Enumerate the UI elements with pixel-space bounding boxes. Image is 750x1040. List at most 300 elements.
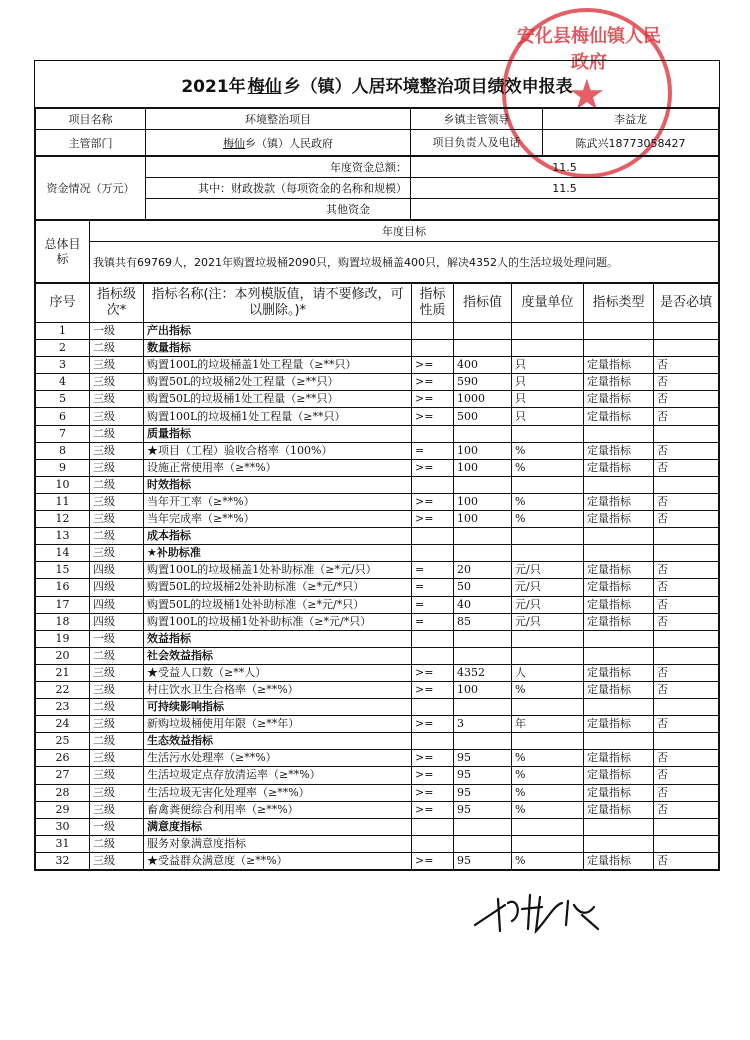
indicator-header-row xyxy=(36,284,719,323)
row-value xyxy=(454,835,512,852)
row-type xyxy=(584,699,654,716)
row-type: 定量指标 xyxy=(584,767,654,784)
table-row xyxy=(36,476,719,493)
row-required xyxy=(654,818,719,835)
row-indicator-name: 购置100L的垃圾桶1处工程量（≥**只） xyxy=(144,408,412,425)
row-number: 26 xyxy=(36,750,90,767)
col-value: 指标值 xyxy=(454,284,512,323)
row-type: 定量指标 xyxy=(584,750,654,767)
row-value: 590 xyxy=(454,374,512,391)
row-required: 否 xyxy=(654,562,719,579)
row-level: 四级 xyxy=(90,579,144,596)
leader-label: 乡镇主管领导 xyxy=(411,109,543,130)
title-main: 乡（镇）人居环境整治项目绩效申报表 xyxy=(283,76,573,97)
row-type: 定量指标 xyxy=(584,511,654,528)
row-number: 22 xyxy=(36,681,90,698)
table-row xyxy=(36,750,719,767)
row-required: 否 xyxy=(654,357,719,374)
contact-label: 项目负责人及电话 xyxy=(411,130,543,156)
table-row xyxy=(36,442,719,459)
row-indicator-name: 购置50L的垃圾桶1处补助标准（≥*元/*只） xyxy=(144,596,412,613)
row-number: 27 xyxy=(36,767,90,784)
row-type xyxy=(584,647,654,664)
row-type: 定量指标 xyxy=(584,681,654,698)
row-value xyxy=(454,528,512,545)
goal-table xyxy=(35,220,719,283)
row-value: 100 xyxy=(454,511,512,528)
row-required: 否 xyxy=(654,716,719,733)
row-level: 三级 xyxy=(90,801,144,818)
col-name: 指标名称(注：本列模版值，请不要修改，可以删除。)* xyxy=(144,284,412,323)
row-level: 四级 xyxy=(90,596,144,613)
row-nature xyxy=(412,818,454,835)
row-value: 95 xyxy=(454,750,512,767)
row-level: 三级 xyxy=(90,784,144,801)
row-number: 23 xyxy=(36,699,90,716)
dept-town: 梅仙 xyxy=(223,136,245,150)
row-unit xyxy=(512,545,584,562)
row-number: 9 xyxy=(36,459,90,476)
row-nature: = xyxy=(412,579,454,596)
row-indicator-name: 质量指标 xyxy=(144,425,412,442)
row-nature xyxy=(412,476,454,493)
row-level: 三级 xyxy=(90,357,144,374)
row-nature: >= xyxy=(412,767,454,784)
row-unit xyxy=(512,733,584,750)
row-level: 三级 xyxy=(90,545,144,562)
fiscal-value: 11.5 xyxy=(411,178,719,199)
row-value: 20 xyxy=(454,562,512,579)
row-indicator-name: ★项目（工程）验收合格率（100%） xyxy=(144,442,412,459)
row-unit: 人 xyxy=(512,664,584,681)
row-required xyxy=(654,545,719,562)
row-value: 50 xyxy=(454,579,512,596)
row-unit xyxy=(512,340,584,357)
row-number: 7 xyxy=(36,425,90,442)
row-indicator-name: 生态效益指标 xyxy=(144,733,412,750)
fiscal-label: 其中：财政拨款（每项资金的名称和规模） xyxy=(146,178,411,199)
row-number: 31 xyxy=(36,835,90,852)
row-unit: % xyxy=(512,767,584,784)
row-unit: 只 xyxy=(512,408,584,425)
row-level: 二级 xyxy=(90,699,144,716)
row-type: 定量指标 xyxy=(584,801,654,818)
project-name-label: 项目名称 xyxy=(36,109,146,130)
row-value xyxy=(454,647,512,664)
row-value: 1000 xyxy=(454,391,512,408)
row-number: 14 xyxy=(36,545,90,562)
row-value: 3 xyxy=(454,716,512,733)
row-number: 2 xyxy=(36,340,90,357)
row-type: 定量指标 xyxy=(584,357,654,374)
row-required: 否 xyxy=(654,493,719,510)
dept-suffix: 乡（镇）人民政府 xyxy=(245,136,333,150)
row-type xyxy=(584,476,654,493)
row-level: 三级 xyxy=(90,374,144,391)
row-level: 三级 xyxy=(90,408,144,425)
col-level: 指标级次* xyxy=(90,284,144,323)
row-nature: >= xyxy=(412,852,454,869)
row-type xyxy=(584,528,654,545)
table-row xyxy=(36,511,719,528)
row-unit: 只 xyxy=(512,391,584,408)
row-nature: = xyxy=(412,596,454,613)
row-unit: 元/只 xyxy=(512,613,584,630)
row-nature: >= xyxy=(412,357,454,374)
row-level: 三级 xyxy=(90,767,144,784)
row-nature: >= xyxy=(412,408,454,425)
row-type xyxy=(584,733,654,750)
row-unit xyxy=(512,647,584,664)
row-nature: >= xyxy=(412,374,454,391)
row-number: 29 xyxy=(36,801,90,818)
row-unit: 元/只 xyxy=(512,596,584,613)
row-type: 定量指标 xyxy=(584,579,654,596)
row-level: 三级 xyxy=(90,511,144,528)
contact-value: 陈武兴18773058427 xyxy=(543,130,719,156)
row-type: 定量指标 xyxy=(584,716,654,733)
row-type: 定量指标 xyxy=(584,374,654,391)
row-value xyxy=(454,425,512,442)
row-indicator-name: 生活污水处理率（≥**%） xyxy=(144,750,412,767)
goal-header: 年度目标 xyxy=(90,221,719,242)
row-required: 否 xyxy=(654,681,719,698)
row-value: 95 xyxy=(454,801,512,818)
funds-label: 资金情况（万元） xyxy=(36,157,146,220)
row-level: 四级 xyxy=(90,613,144,630)
row-number: 17 xyxy=(36,596,90,613)
row-required xyxy=(654,425,719,442)
row-nature: >= xyxy=(412,511,454,528)
table-row xyxy=(36,784,719,801)
row-nature xyxy=(412,425,454,442)
row-value: 100 xyxy=(454,493,512,510)
row-nature: >= xyxy=(412,664,454,681)
row-unit: % xyxy=(512,493,584,510)
row-nature xyxy=(412,630,454,647)
table-row xyxy=(36,681,719,698)
row-number: 12 xyxy=(36,511,90,528)
row-indicator-name: 效益指标 xyxy=(144,630,412,647)
row-number: 13 xyxy=(36,528,90,545)
row-unit: % xyxy=(512,784,584,801)
row-unit xyxy=(512,425,584,442)
row-unit xyxy=(512,835,584,852)
project-info-table xyxy=(35,108,719,156)
row-nature xyxy=(412,835,454,852)
row-value xyxy=(454,545,512,562)
row-required: 否 xyxy=(654,613,719,630)
row-unit: 元/只 xyxy=(512,562,584,579)
row-number: 15 xyxy=(36,562,90,579)
table-row xyxy=(36,579,719,596)
row-indicator-name: 数量指标 xyxy=(144,340,412,357)
row-number: 5 xyxy=(36,391,90,408)
row-required: 否 xyxy=(654,664,719,681)
table-row xyxy=(36,733,719,750)
table-row xyxy=(36,852,719,869)
row-unit: % xyxy=(512,681,584,698)
row-required: 否 xyxy=(654,767,719,784)
leader-value: 李益龙 xyxy=(543,109,719,130)
row-indicator-name: 产出指标 xyxy=(144,323,412,340)
table-row xyxy=(36,835,719,852)
goal-text: 我镇共有69769人，2021年购置垃圾桶2090只，购置垃圾桶盖400只，解决4352人的生活垃圾处理问题。 xyxy=(90,242,719,283)
col-required: 是否必填 xyxy=(654,284,719,323)
row-unit: 只 xyxy=(512,374,584,391)
row-nature: >= xyxy=(412,681,454,698)
row-level: 三级 xyxy=(90,493,144,510)
row-level: 二级 xyxy=(90,425,144,442)
row-type: 定量指标 xyxy=(584,408,654,425)
row-level: 二级 xyxy=(90,340,144,357)
row-required xyxy=(654,476,719,493)
row-level: 一级 xyxy=(90,630,144,647)
row-indicator-name: 购置100L的垃圾桶盖1处工程量（≥**只） xyxy=(144,357,412,374)
table-row xyxy=(36,596,719,613)
row-unit: % xyxy=(512,442,584,459)
row-type xyxy=(584,340,654,357)
row-value: 100 xyxy=(454,442,512,459)
row-indicator-name: ★补助标准 xyxy=(144,545,412,562)
dept-label: 主管部门 xyxy=(36,130,146,156)
table-row xyxy=(36,545,719,562)
table-row xyxy=(36,767,719,784)
row-number: 21 xyxy=(36,664,90,681)
col-unit: 度量单位 xyxy=(512,284,584,323)
row-nature: >= xyxy=(412,801,454,818)
total-value: 11.5 xyxy=(411,157,719,178)
row-indicator-name: 可持续影响指标 xyxy=(144,699,412,716)
table-row xyxy=(36,323,719,340)
row-level: 四级 xyxy=(90,562,144,579)
row-level: 二级 xyxy=(90,647,144,664)
row-indicator-name: ★受益群众满意度（≥**%） xyxy=(144,852,412,869)
row-nature xyxy=(412,528,454,545)
row-indicator-name: 畜禽粪便综合利用率（≥**%） xyxy=(144,801,412,818)
funds-table xyxy=(35,156,719,220)
row-value xyxy=(454,323,512,340)
row-indicator-name: 服务对象满意度指标 xyxy=(144,835,412,852)
row-number: 32 xyxy=(36,852,90,869)
title-year: 2021年 xyxy=(181,76,246,97)
table-row xyxy=(36,357,719,374)
row-value: 4352 xyxy=(454,664,512,681)
row-type: 定量指标 xyxy=(584,613,654,630)
row-number: 1 xyxy=(36,323,90,340)
row-value xyxy=(454,630,512,647)
row-required xyxy=(654,647,719,664)
row-unit: % xyxy=(512,750,584,767)
row-type: 定量指标 xyxy=(584,459,654,476)
table-row xyxy=(36,340,719,357)
table-row xyxy=(36,664,719,681)
row-indicator-name: 满意度指标 xyxy=(144,818,412,835)
row-unit xyxy=(512,323,584,340)
row-value: 95 xyxy=(454,852,512,869)
col-type: 指标类型 xyxy=(584,284,654,323)
row-required: 否 xyxy=(654,391,719,408)
row-required: 否 xyxy=(654,442,719,459)
table-row xyxy=(36,528,719,545)
row-value: 400 xyxy=(454,357,512,374)
row-level: 三级 xyxy=(90,442,144,459)
row-number: 30 xyxy=(36,818,90,835)
row-indicator-name: 购置50L的垃圾桶2处工程量（≥**只） xyxy=(144,374,412,391)
row-type: 定量指标 xyxy=(584,442,654,459)
row-nature: >= xyxy=(412,493,454,510)
row-required: 否 xyxy=(654,511,719,528)
page-title xyxy=(35,61,719,108)
row-value: 100 xyxy=(454,459,512,476)
row-indicator-name: 购置50L的垃圾桶1处工程量（≥**只） xyxy=(144,391,412,408)
row-indicator-name: 村庄饮水卫生合格率（≥**%） xyxy=(144,681,412,698)
row-required: 否 xyxy=(654,579,719,596)
row-level: 二级 xyxy=(90,476,144,493)
indicator-table xyxy=(35,283,719,870)
row-value xyxy=(454,340,512,357)
table-row xyxy=(36,801,719,818)
row-type: 定量指标 xyxy=(584,596,654,613)
row-type: 定量指标 xyxy=(584,784,654,801)
row-indicator-name: 购置50L的垃圾桶2处补助标准（≥*元/*只） xyxy=(144,579,412,596)
row-unit: 只 xyxy=(512,357,584,374)
row-required: 否 xyxy=(654,374,719,391)
row-required xyxy=(654,733,719,750)
table-row xyxy=(36,408,719,425)
row-unit: % xyxy=(512,801,584,818)
row-unit xyxy=(512,818,584,835)
row-type xyxy=(584,630,654,647)
goal-side-label: 总体目标 xyxy=(36,221,90,283)
indicator-rows xyxy=(36,323,719,870)
row-level: 一级 xyxy=(90,818,144,835)
row-unit: 年 xyxy=(512,716,584,733)
seal-text: 安化县梅仙镇人民政府 xyxy=(517,26,661,73)
table-row xyxy=(36,716,719,733)
row-indicator-name: 时效指标 xyxy=(144,476,412,493)
row-value: 95 xyxy=(454,767,512,784)
row-number: 24 xyxy=(36,716,90,733)
row-nature xyxy=(412,323,454,340)
row-level: 三级 xyxy=(90,459,144,476)
table-row xyxy=(36,630,719,647)
row-value: 95 xyxy=(454,784,512,801)
row-level: 三级 xyxy=(90,750,144,767)
row-nature: = xyxy=(412,613,454,630)
row-level: 二级 xyxy=(90,733,144,750)
row-nature: = xyxy=(412,562,454,579)
row-value: 100 xyxy=(454,681,512,698)
dept-value xyxy=(146,130,411,156)
row-level: 三级 xyxy=(90,852,144,869)
row-required xyxy=(654,699,719,716)
report-form xyxy=(34,60,720,871)
row-unit xyxy=(512,630,584,647)
row-type: 定量指标 xyxy=(584,493,654,510)
col-no: 序号 xyxy=(36,284,90,323)
row-indicator-name: 当年完成率（≥**%） xyxy=(144,511,412,528)
total-label: 年度资金总额： xyxy=(146,157,411,178)
row-required: 否 xyxy=(654,459,719,476)
row-unit xyxy=(512,476,584,493)
row-number: 11 xyxy=(36,493,90,510)
row-nature: = xyxy=(412,442,454,459)
row-nature: >= xyxy=(412,716,454,733)
row-nature xyxy=(412,545,454,562)
row-required: 否 xyxy=(654,801,719,818)
table-row xyxy=(36,699,719,716)
row-type xyxy=(584,818,654,835)
row-indicator-name: 生活垃圾定点存放清运率（≥**%） xyxy=(144,767,412,784)
row-number: 28 xyxy=(36,784,90,801)
row-type xyxy=(584,835,654,852)
row-level: 二级 xyxy=(90,528,144,545)
row-required: 否 xyxy=(654,852,719,869)
row-value: 40 xyxy=(454,596,512,613)
row-number: 4 xyxy=(36,374,90,391)
row-level: 一级 xyxy=(90,323,144,340)
row-indicator-name: 当年开工率（≥**%） xyxy=(144,493,412,510)
table-row xyxy=(36,391,719,408)
table-row xyxy=(36,425,719,442)
row-number: 8 xyxy=(36,442,90,459)
row-number: 19 xyxy=(36,630,90,647)
row-unit xyxy=(512,528,584,545)
row-nature xyxy=(412,733,454,750)
row-number: 16 xyxy=(36,579,90,596)
row-value xyxy=(454,476,512,493)
row-required: 否 xyxy=(654,784,719,801)
row-required: 否 xyxy=(654,408,719,425)
row-indicator-name: 新购垃圾桶使用年限（≥**年） xyxy=(144,716,412,733)
row-required xyxy=(654,323,719,340)
row-type: 定量指标 xyxy=(584,664,654,681)
row-required xyxy=(654,340,719,357)
row-type: 定量指标 xyxy=(584,391,654,408)
row-nature xyxy=(412,699,454,716)
row-indicator-name: 设施正常使用率（≥**%） xyxy=(144,459,412,476)
row-value: 500 xyxy=(454,408,512,425)
row-number: 18 xyxy=(36,613,90,630)
row-required xyxy=(654,630,719,647)
seal-star-icon: ★ xyxy=(568,70,606,119)
row-indicator-name: 购置100L的垃圾桶盖1处补助标准（≥*元/只） xyxy=(144,562,412,579)
row-level: 三级 xyxy=(90,716,144,733)
row-nature xyxy=(412,340,454,357)
row-unit: 元/只 xyxy=(512,579,584,596)
table-row xyxy=(36,374,719,391)
row-level: 二级 xyxy=(90,835,144,852)
row-unit xyxy=(512,699,584,716)
row-nature: >= xyxy=(412,750,454,767)
other-funds-label: 其他资金 xyxy=(146,199,411,220)
row-nature: >= xyxy=(412,459,454,476)
row-value xyxy=(454,733,512,750)
row-indicator-name: ★受益人口数（≥**人） xyxy=(144,664,412,681)
table-row xyxy=(36,459,719,476)
row-unit: % xyxy=(512,511,584,528)
table-row xyxy=(36,562,719,579)
row-required: 否 xyxy=(654,596,719,613)
row-number: 25 xyxy=(36,733,90,750)
row-type xyxy=(584,425,654,442)
row-value xyxy=(454,699,512,716)
row-value: 85 xyxy=(454,613,512,630)
table-row xyxy=(36,493,719,510)
row-number: 3 xyxy=(36,357,90,374)
row-required xyxy=(654,835,719,852)
